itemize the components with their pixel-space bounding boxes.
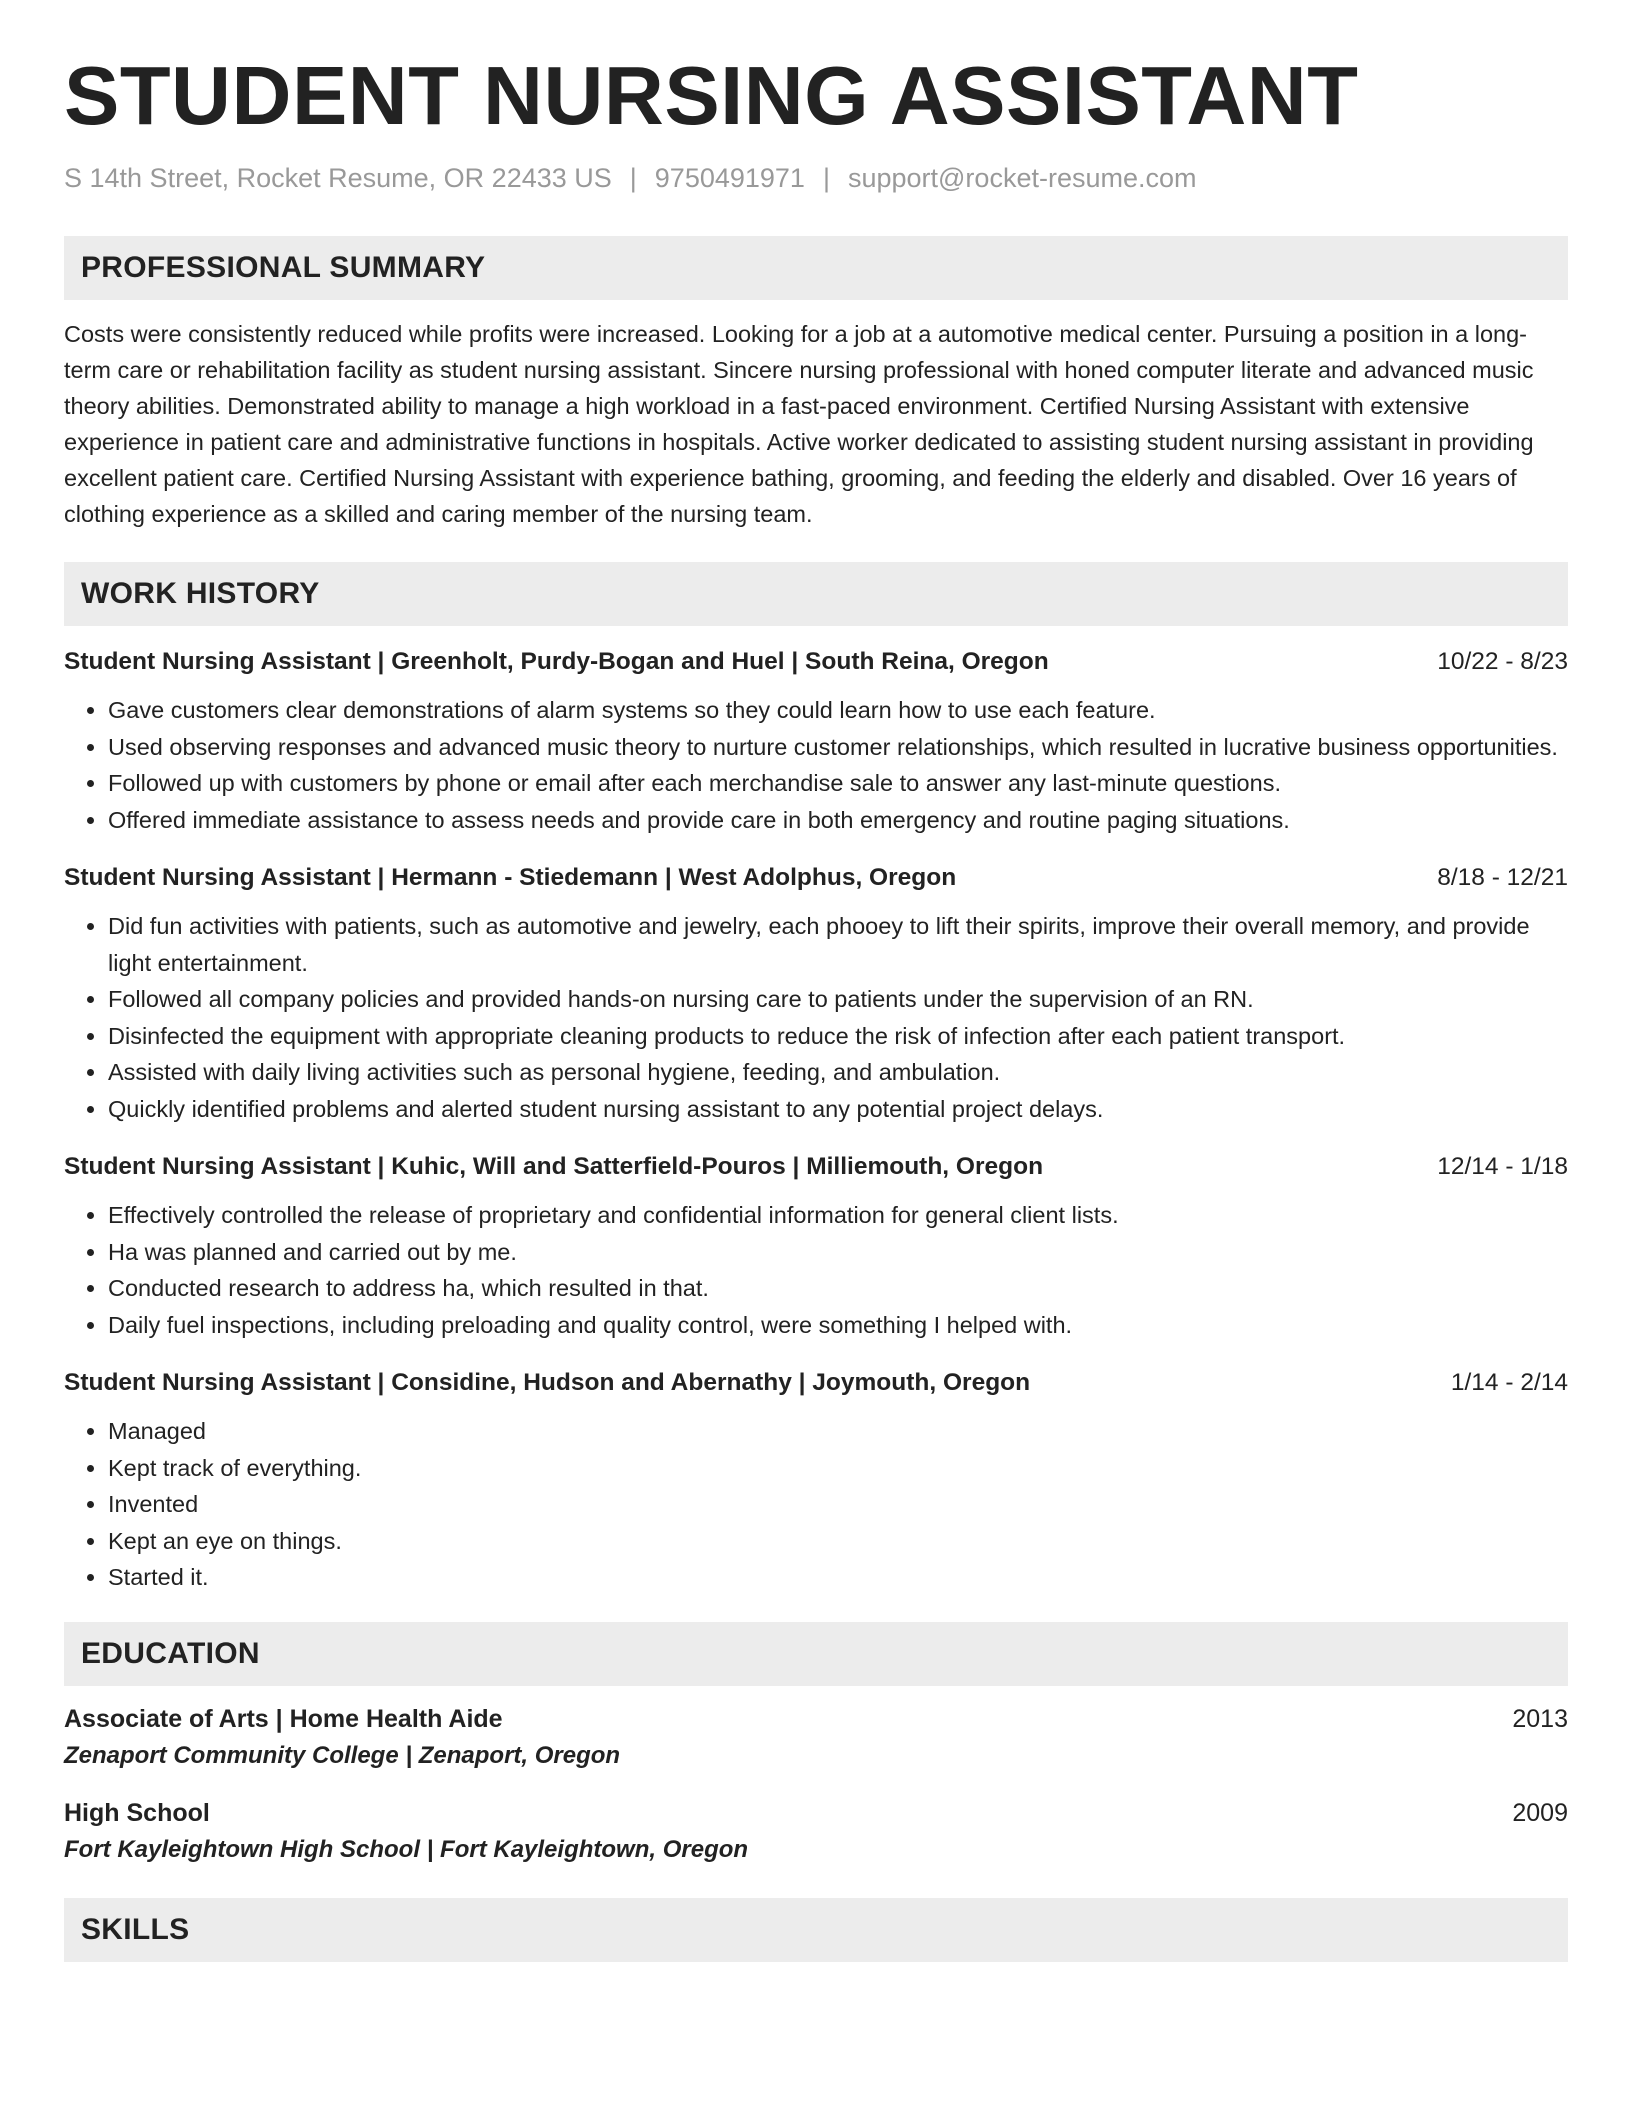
job-dates: 10/22 - 8/23: [1437, 648, 1568, 676]
work-history-list: [64, 644, 1568, 1596]
education-header: [64, 1700, 1568, 1738]
job-bullet: • Used observing responses and advanced music theory to nurture customer relationships, which resulted in lucrative business opportunities.: [108, 729, 1568, 766]
job-header: [64, 1365, 1568, 1401]
job-bullet: • Gave customers clear demonstrations of alarm systems so they could learn how to use each feature.: [108, 692, 1568, 729]
job-bullet: • Ha was planned and carried out by me.: [108, 1234, 1568, 1271]
contact-email: support@rocket-resume.com: [847, 163, 1197, 194]
education-degree: Associate of Arts | Home Health Aide: [64, 1704, 503, 1733]
job-bullet: • Managed: [108, 1413, 1568, 1450]
job-title: Student Nursing Assistant | Greenholt, Purdy-Bogan and Huel | South Reina, Oregon: [64, 648, 1049, 676]
job-dates: 8/18 - 12/21: [1437, 864, 1568, 892]
summary-heading: PROFESSIONAL SUMMARY: [81, 251, 486, 285]
job-header: [64, 860, 1568, 896]
education-entry: [64, 1794, 1568, 1868]
job-entry: [64, 1149, 1568, 1343]
job-bullet: • Quickly identified problems and alerted student nursing assistant to any potential project delays.: [108, 1091, 1568, 1128]
education-year: 2009: [1512, 1798, 1568, 1827]
education-heading: EDUCATION: [81, 1636, 260, 1670]
summary-section-header: [64, 236, 1568, 300]
job-bullet: • Disinfected the equipment with appropriate cleaning products to reduce the risk of infection after each patient transport.: [108, 1018, 1568, 1055]
contact-address: S 14th Street, Rocket Resume, OR 22433 US: [64, 163, 612, 194]
education-entry: [64, 1700, 1568, 1774]
job-bullet: • Effectively controlled the release of proprietary and confidential information for general client lists.: [108, 1197, 1568, 1234]
job-bullets: [64, 1413, 1568, 1596]
job-bullet: • Kept track of everything.: [108, 1450, 1568, 1487]
work-section-header: [64, 562, 1568, 626]
job-bullet: • Followed up with customers by phone or email after each merchandise sale to answer any last-minute questions.: [108, 765, 1568, 802]
education-degree: High School: [64, 1798, 210, 1827]
job-bullet: • Followed all company policies and provided hands-on nursing care to patients under the supervision of an RN.: [108, 981, 1568, 1018]
skills-section-header: [64, 1898, 1568, 1962]
contact-phone: 9750491971: [654, 163, 805, 194]
job-entry: [64, 644, 1568, 838]
applicant-name: STUDENT NURSING ASSISTANT: [64, 49, 1359, 142]
job-title: Student Nursing Assistant | Hermann - Stiedemann | West Adolphus, Oregon: [64, 864, 957, 892]
contact-line: [64, 163, 1568, 194]
education-section-header: [64, 1622, 1568, 1686]
skills-heading: SKILLS: [81, 1912, 190, 1946]
job-header: [64, 644, 1568, 680]
job-bullet: • Offered immediate assistance to assess needs and provide care in both emergency and routine paging situations.: [108, 802, 1568, 839]
job-bullet: • Conducted research to address ha, which resulted in that.: [108, 1270, 1568, 1307]
job-bullet: • Assisted with daily living activities such as personal hygiene, feeding, and ambulation.: [108, 1054, 1568, 1091]
job-bullet: • Daily fuel inspections, including preloading and quality control, were something I helped with.: [108, 1307, 1568, 1344]
job-bullets: [64, 908, 1568, 1127]
job-dates: 1/14 - 2/14: [1450, 1369, 1568, 1397]
contact-separator: |: [822, 163, 830, 194]
summary-text: Costs were consistently reduced while profits were increased. Looking for a job at a automotive medical center. Pursuing a position in a long-term care or rehabilitation facility as student nursing assistant. Sincere nursing professional with honed computer literate and advanced music theory abilities. Demonstrated ability to manage a high workload in a fast-paced environment. Certified Nursing Assistant with extensive experience in patient care and administrative functions in hospitals. Active worker dedicated to assisting student nursing assistant in providing excellent patient care. Certified Nursing Assistant with experience bathing, grooming, and feeding the elderly and disabled. Over 16 years of clothing experience as a skilled and caring member of the nursing team.: [64, 321, 1534, 528]
job-entry: [64, 860, 1568, 1127]
education-school: Fort Kayleightown High School | Fort Kayleightown, Oregon: [64, 1835, 749, 1863]
job-title: Student Nursing Assistant | Considine, Hudson and Abernathy | Joymouth, Oregon: [64, 1369, 1031, 1397]
job-bullet: • Kept an eye on things.: [108, 1523, 1568, 1560]
job-header: [64, 1149, 1568, 1185]
job-bullets: [64, 692, 1568, 838]
job-entry: [64, 1365, 1568, 1596]
job-bullets: [64, 1197, 1568, 1343]
work-heading: WORK HISTORY: [81, 577, 320, 611]
job-title: Student Nursing Assistant | Kuhic, Will and Satterfield-Pouros | Milliemouth, Oregon: [64, 1153, 1044, 1181]
education-header: [64, 1794, 1568, 1832]
job-dates: 12/14 - 1/18: [1437, 1153, 1568, 1181]
education-year: 2013: [1512, 1704, 1568, 1733]
job-bullet: • Did fun activities with patients, such as automotive and jewelry, each phooey to lift their spirits, improve their overall memory, and provide light entertainment.: [108, 908, 1568, 981]
education-school: Zenaport Community College | Zenaport, Oregon: [64, 1741, 621, 1769]
job-bullet: • Started it.: [108, 1559, 1568, 1596]
job-bullet: • Invented: [108, 1486, 1568, 1523]
contact-separator: |: [629, 163, 637, 194]
